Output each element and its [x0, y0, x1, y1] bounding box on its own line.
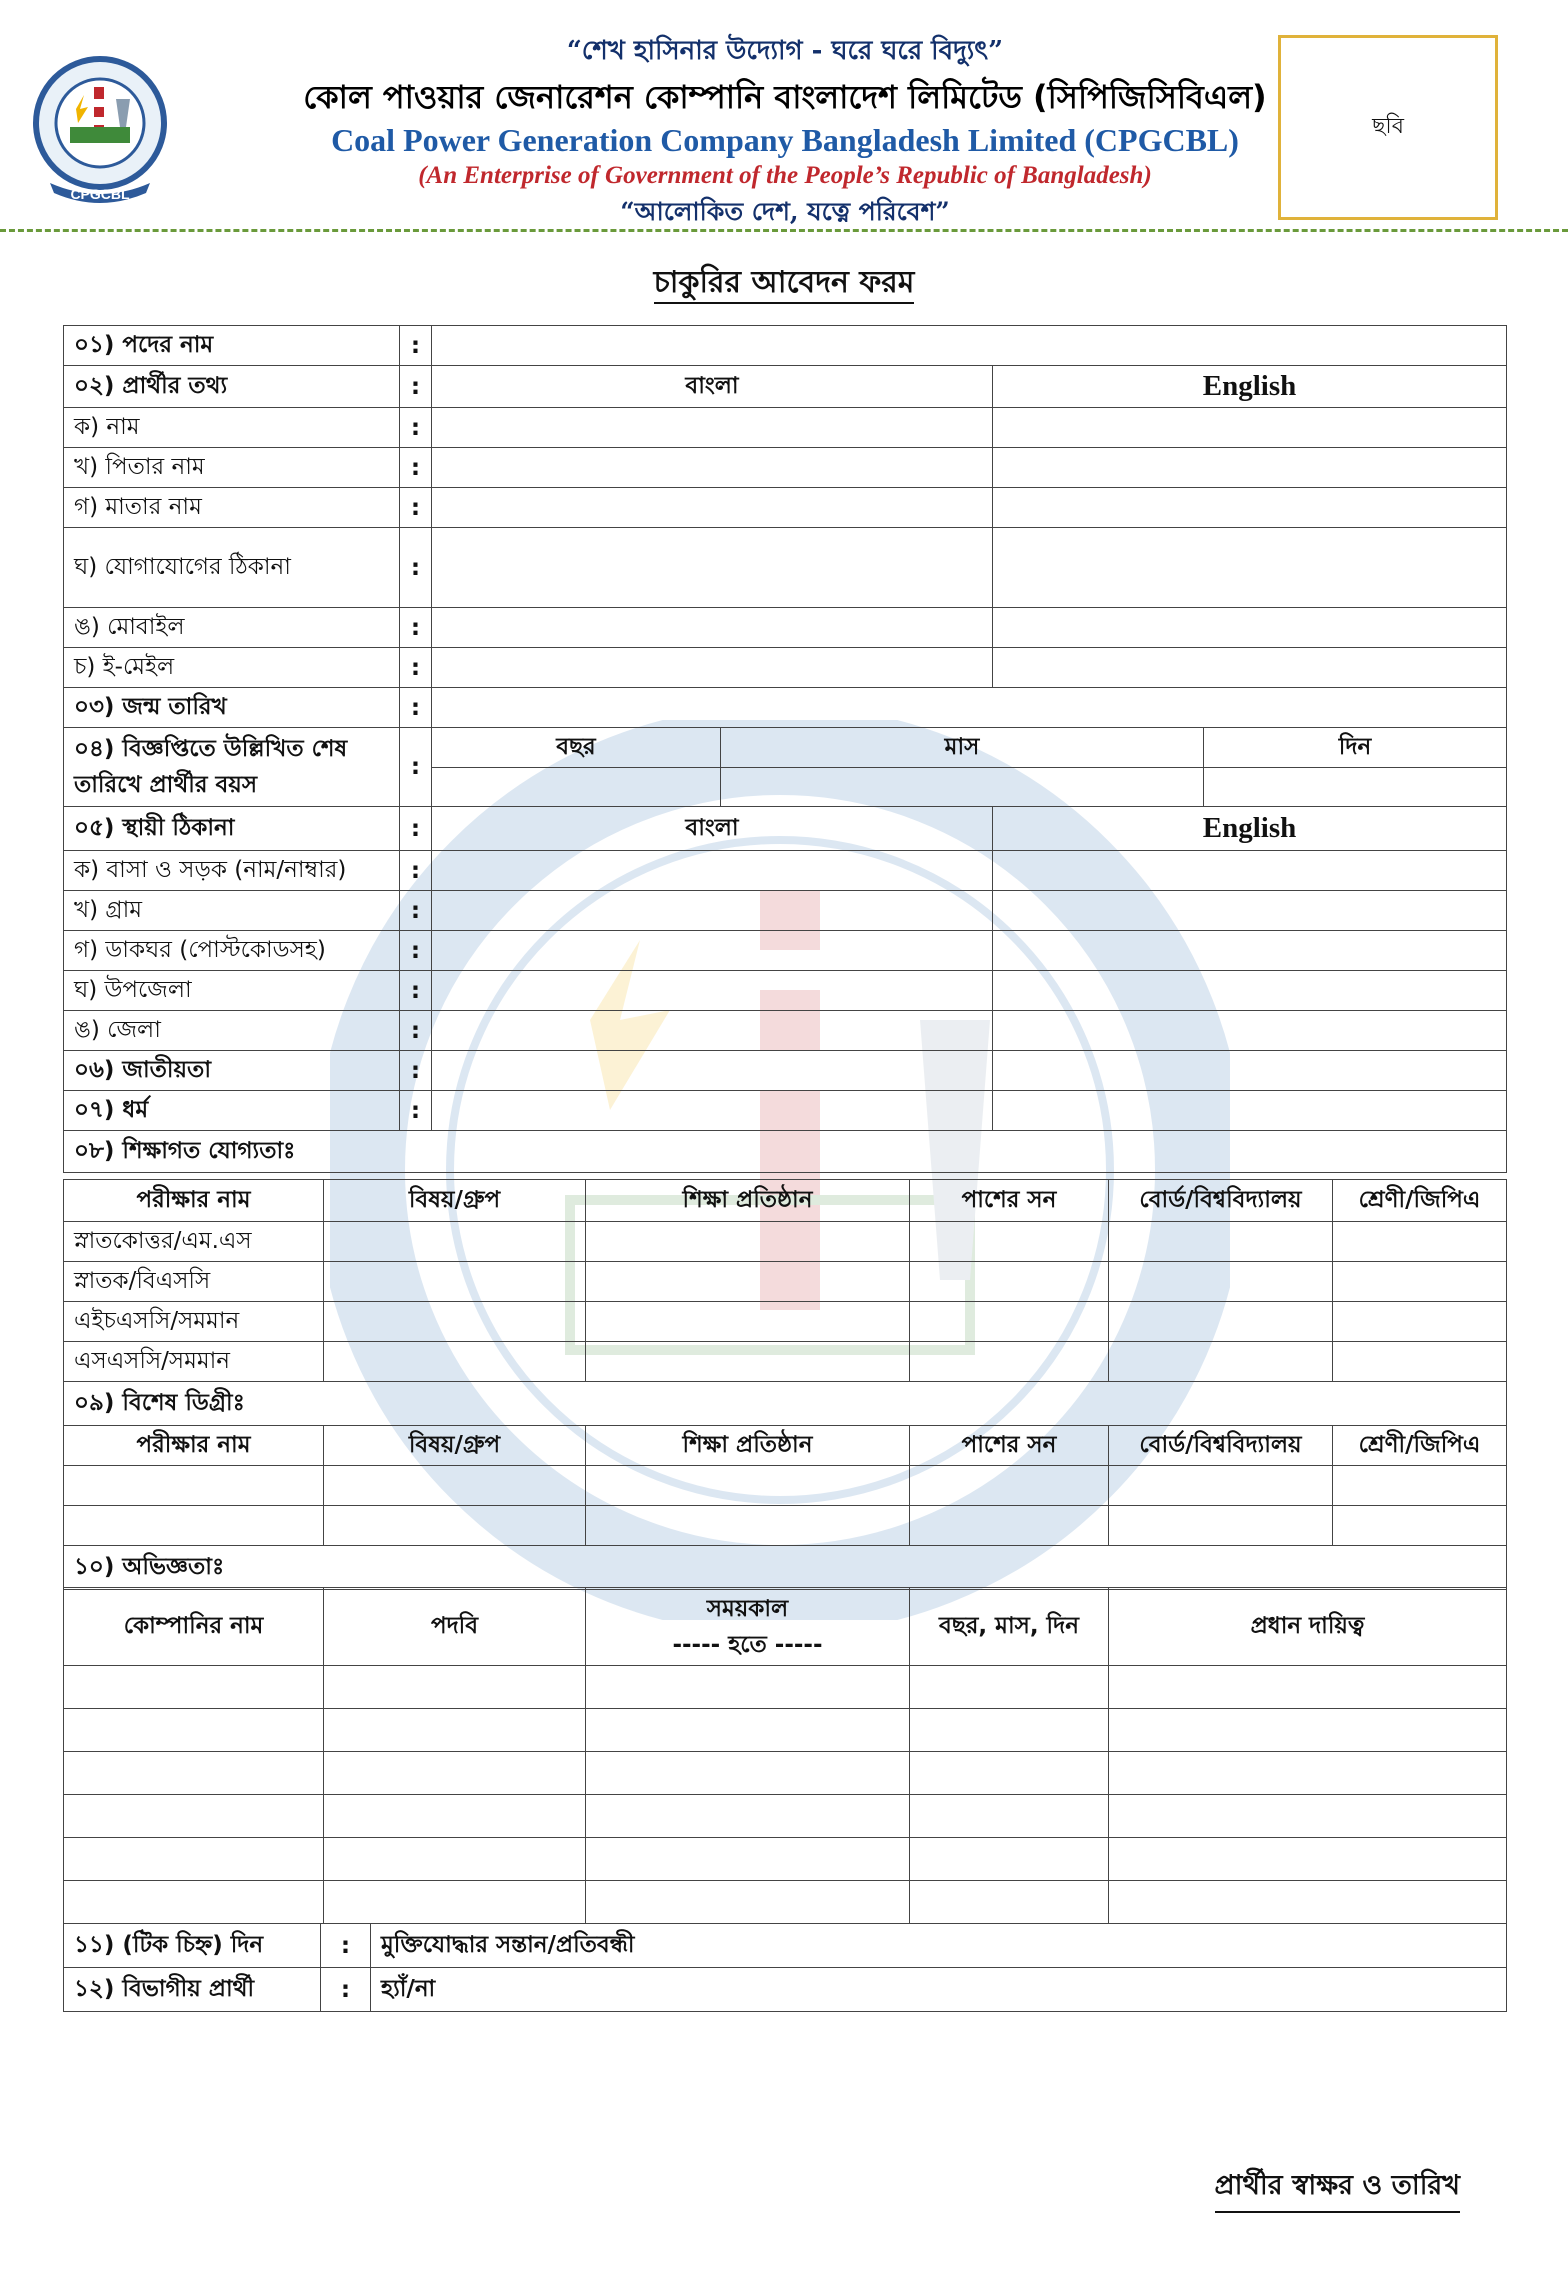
photo-label: ছবি	[1372, 114, 1404, 139]
exp-cell[interactable]	[1109, 1881, 1507, 1924]
table-row	[64, 1011, 1507, 1051]
edu-cell[interactable]	[324, 1222, 586, 1262]
exp-header-period	[586, 1588, 910, 1666]
exp-cell[interactable]	[1109, 1666, 1507, 1709]
post-name-label: ০১) পদের নাম	[64, 326, 400, 366]
edu-cell[interactable]	[586, 1302, 910, 1342]
colon: :	[400, 448, 432, 488]
village-bangla-field[interactable]	[432, 891, 993, 931]
district-bangla-field[interactable]	[432, 1011, 993, 1051]
exp-cell[interactable]	[910, 1666, 1109, 1709]
sd-cell[interactable]	[586, 1466, 910, 1506]
exp-cell[interactable]	[324, 1795, 586, 1838]
edu-cell[interactable]	[324, 1302, 586, 1342]
exp-cell[interactable]	[1109, 1709, 1507, 1752]
table-row	[64, 1666, 1507, 1709]
sd-header-year: পাশের সন	[910, 1426, 1109, 1466]
exp-cell[interactable]	[64, 1709, 324, 1752]
email-bangla-field[interactable]	[432, 648, 993, 688]
exp-cell[interactable]	[324, 1666, 586, 1709]
colon: :	[400, 1091, 432, 1131]
exp-cell[interactable]	[586, 1709, 910, 1752]
nationality-english-field[interactable]	[993, 1051, 1507, 1091]
age-day-field[interactable]	[1204, 768, 1507, 807]
col-bangla: বাংলা	[432, 366, 993, 408]
mother-english-field[interactable]	[993, 488, 1507, 528]
edu-header-subject: বিষয়/গ্রুপ	[324, 1180, 586, 1222]
experience-table	[63, 1587, 1507, 1924]
photo-box[interactable]	[1278, 35, 1498, 220]
colon: :	[400, 326, 432, 366]
email-english-field[interactable]	[993, 648, 1507, 688]
edu-cell[interactable]	[910, 1262, 1109, 1302]
mobile-label: ঙ) মোবাইল	[64, 608, 400, 648]
table-row	[64, 326, 1507, 366]
edu-cell[interactable]	[910, 1222, 1109, 1262]
table-row	[64, 1302, 1507, 1342]
exp-cell[interactable]	[586, 1752, 910, 1795]
colon: :	[400, 1011, 432, 1051]
exp-cell[interactable]	[1109, 1752, 1507, 1795]
table-row	[64, 366, 1507, 408]
edu-header-board: বোর্ড/বিশ্ববিদ্যালয়	[1109, 1180, 1333, 1222]
edu-header-exam: পরীক্ষার নাম	[64, 1180, 324, 1222]
header-divider	[0, 229, 1568, 232]
table-row	[64, 1342, 1507, 1382]
religion-english-field[interactable]	[993, 1091, 1507, 1131]
exp-cell[interactable]	[586, 1838, 910, 1881]
colon: :	[400, 366, 432, 408]
departmental-label: ১২) বিভাগীয় প্রার্থী	[64, 1968, 321, 2012]
house-road-english-field[interactable]	[993, 851, 1507, 891]
colon: :	[400, 728, 432, 807]
father-english-field[interactable]	[993, 448, 1507, 488]
age-month-field[interactable]	[721, 768, 1204, 807]
edu-cell[interactable]	[910, 1342, 1109, 1382]
signature-label: প্রার্থীর স্বাক্ষর ও তারিখ	[1215, 2165, 1461, 2213]
sd-cell[interactable]	[64, 1466, 324, 1506]
edu-cell[interactable]	[1333, 1302, 1507, 1342]
post-name-field[interactable]	[432, 326, 1507, 366]
colon: :	[400, 931, 432, 971]
address-english-field[interactable]	[993, 528, 1507, 608]
exp-header-duration: বছর, মাস, দিন	[910, 1588, 1109, 1666]
table-row	[64, 807, 1507, 851]
slogan-top: “শেখ হাসিনার উদ্যোগ - ঘরে ঘরে বিদ্যুৎ”	[566, 36, 1004, 66]
religion-bangla-field[interactable]	[432, 1091, 993, 1131]
table-row	[64, 851, 1507, 891]
exp-cell[interactable]	[64, 1838, 324, 1881]
personal-info-table	[63, 325, 1507, 1173]
experience-title: ১০) অভিজ্ঞতাঃ	[64, 1546, 1507, 1590]
slogan-bottom: “আলোকিত দেশ, যত্নে পরিবেশ”	[620, 197, 950, 226]
form-title: চাকুরির আবেদন ফরম	[0, 258, 1568, 309]
edu-row-label: স্নাতক/বিএসসি	[64, 1262, 324, 1302]
mother-bangla-field[interactable]	[432, 488, 993, 528]
edu-cell[interactable]	[1333, 1342, 1507, 1382]
sd-cell[interactable]	[910, 1466, 1109, 1506]
edu-cell[interactable]	[586, 1262, 910, 1302]
tick-label: ১১) (টিক চিহ্ন) দিন	[64, 1924, 321, 1968]
applicant-info-label: ০২) প্রার্থীর তথ্য	[64, 366, 400, 408]
nationality-label: ০৬) জাতীয়তা	[64, 1051, 400, 1091]
name-bangla-field[interactable]	[432, 408, 993, 448]
colon: :	[400, 807, 432, 851]
table-row	[64, 1382, 1507, 1426]
sd-cell[interactable]	[324, 1506, 586, 1546]
exp-cell[interactable]	[910, 1838, 1109, 1881]
religion-label: ০৭) ধর্ম	[64, 1091, 400, 1131]
exp-cell[interactable]	[324, 1838, 586, 1881]
father-label: খ) পিতার নাম	[64, 448, 400, 488]
exp-cell[interactable]	[586, 1666, 910, 1709]
exp-cell[interactable]	[64, 1795, 324, 1838]
exp-header-responsibility: প্রধান দায়িত্ব	[1109, 1588, 1507, 1666]
colon: :	[321, 1968, 371, 2012]
age-label: ০৪) বিজ্ঞপ্তিতে উল্লিখিত শেষ তারিখে প্রার্থীর বয়স	[64, 728, 400, 807]
edu-cell[interactable]	[586, 1222, 910, 1262]
sd-header-exam: পরীক্ষার নাম	[64, 1426, 324, 1466]
sd-cell[interactable]	[1109, 1506, 1333, 1546]
father-bangla-field[interactable]	[432, 448, 993, 488]
mobile-english-field[interactable]	[993, 608, 1507, 648]
company-name-english: Coal Power Generation Company Bangladesh Limited (CPGCBL)	[331, 122, 1239, 158]
table-row	[64, 1795, 1507, 1838]
table-row	[64, 688, 1507, 728]
edu-header-institution: শিক্ষা প্রতিষ্ঠান	[586, 1180, 910, 1222]
permanent-address-label: ০৫) স্থায়ী ঠিকানা	[64, 807, 400, 851]
colon: :	[321, 1924, 371, 1968]
table-row	[64, 408, 1507, 448]
edu-row-label: এসএসসি/সমমান	[64, 1342, 324, 1382]
exp-cell[interactable]	[1109, 1795, 1507, 1838]
dob-field[interactable]	[432, 688, 1507, 728]
nationality-bangla-field[interactable]	[432, 1051, 993, 1091]
exp-header-designation: পদবি	[324, 1588, 586, 1666]
village-label: খ) গ্রাম	[64, 891, 400, 931]
edu-header-grade: শ্রেণী/জিপিএ	[1333, 1180, 1507, 1222]
upazila-label: ঘ) উপজেলা	[64, 971, 400, 1011]
enterprise-line: (An Enterprise of Government of the People’s Republic of Bangladesh)	[418, 162, 1152, 189]
table-row	[64, 1881, 1507, 1924]
exp-header-company: কোম্পানির নাম	[64, 1588, 324, 1666]
exp-period-sub: ----- হতে -----	[672, 1631, 823, 1658]
table-row	[64, 931, 1507, 971]
exp-cell[interactable]	[64, 1881, 324, 1924]
sd-cell[interactable]	[64, 1506, 324, 1546]
colon: :	[400, 891, 432, 931]
village-english-field[interactable]	[993, 891, 1507, 931]
sd-cell[interactable]	[910, 1506, 1109, 1546]
table-row	[64, 1091, 1507, 1131]
name-label: ক) নাম	[64, 408, 400, 448]
address-bangla-field[interactable]	[432, 528, 993, 608]
upazila-bangla-field[interactable]	[432, 971, 993, 1011]
edu-cell[interactable]	[910, 1302, 1109, 1342]
exp-cell[interactable]	[910, 1795, 1109, 1838]
exp-cell[interactable]	[324, 1752, 586, 1795]
sd-cell[interactable]	[1333, 1506, 1507, 1546]
edu-cell[interactable]	[1109, 1222, 1333, 1262]
exp-cell[interactable]	[910, 1881, 1109, 1924]
age-day-header: দিন	[1204, 728, 1507, 768]
table-row	[64, 891, 1507, 931]
exp-period-label: সময়কাল	[706, 1595, 789, 1622]
address-label: ঘ) যোগাযোগের ঠিকানা	[64, 528, 400, 608]
education-table	[63, 1179, 1507, 1590]
colon: :	[400, 1051, 432, 1091]
colon: :	[400, 408, 432, 448]
table-row	[64, 1752, 1507, 1795]
colon: :	[400, 528, 432, 608]
edu-header-year: পাশের সন	[910, 1180, 1109, 1222]
exp-cell[interactable]	[64, 1666, 324, 1709]
edu-cell[interactable]	[1109, 1302, 1333, 1342]
special-degree-title: ০৯) বিশেষ ডিগ্রীঃ	[64, 1382, 1507, 1426]
colon: :	[400, 851, 432, 891]
col-english: English	[993, 807, 1507, 851]
sd-header-grade: শ্রেণী/জিপিএ	[1333, 1426, 1507, 1466]
sd-cell[interactable]	[586, 1506, 910, 1546]
table-row	[64, 1924, 1507, 1968]
edu-row-label: স্নাতকোত্তর/এম.এস	[64, 1222, 324, 1262]
edu-cell[interactable]	[324, 1262, 586, 1302]
table-row	[64, 528, 1507, 608]
colon: :	[400, 688, 432, 728]
table-row	[64, 1709, 1507, 1752]
edu-row-label: এইচএসসি/সমমান	[64, 1302, 324, 1342]
table-row	[64, 1180, 1507, 1222]
table-row	[64, 488, 1507, 528]
sd-cell[interactable]	[1333, 1466, 1507, 1506]
edu-cell[interactable]	[324, 1342, 586, 1382]
table-row	[64, 1968, 1507, 2012]
post-office-bangla-field[interactable]	[432, 931, 993, 971]
education-section-title: ০৮) শিক্ষাগত যোগ্যতাঃ	[64, 1131, 1507, 1173]
sd-header-board: বোর্ড/বিশ্ববিদ্যালয়	[1109, 1426, 1333, 1466]
logo-text: CPGCBL	[70, 186, 130, 202]
colon: :	[400, 971, 432, 1011]
exp-cell[interactable]	[586, 1881, 910, 1924]
company-name-bangla: কোল পাওয়ার জেনারেশন কোম্পানি বাংলাদেশ লিমিটেড (সিপিজিসিবিএল)	[303, 78, 1267, 116]
colon: :	[400, 488, 432, 528]
district-english-field[interactable]	[993, 1011, 1507, 1051]
post-office-label: গ) ডাকঘর (পোস্টকোডসহ)	[64, 931, 400, 971]
house-road-label: ক) বাসা ও সড়ক (নাম/নাম্বার)	[64, 851, 400, 891]
departmental-option[interactable]: হ্যাঁ/না	[371, 1968, 1507, 2012]
exp-cell[interactable]	[910, 1709, 1109, 1752]
colon: :	[400, 608, 432, 648]
sd-cell[interactable]	[1109, 1466, 1333, 1506]
table-row	[64, 728, 1507, 768]
sd-header-institution: শিক্ষা প্রতিষ্ঠান	[586, 1426, 910, 1466]
col-bangla: বাংলা	[432, 807, 993, 851]
edu-cell[interactable]	[1333, 1262, 1507, 1302]
table-row	[64, 608, 1507, 648]
district-label: ঙ) জেলা	[64, 1011, 400, 1051]
table-row	[64, 648, 1507, 688]
sd-header-subject: বিষয়/গ্রুপ	[324, 1426, 586, 1466]
exp-cell[interactable]	[910, 1752, 1109, 1795]
table-row	[64, 448, 1507, 488]
exp-cell[interactable]	[1109, 1838, 1507, 1881]
upazila-english-field[interactable]	[993, 971, 1507, 1011]
exp-cell[interactable]	[586, 1795, 910, 1838]
col-english: English	[993, 366, 1507, 408]
age-year-header: বছর	[432, 728, 721, 768]
edu-cell[interactable]	[1109, 1342, 1333, 1382]
exp-cell[interactable]	[324, 1881, 586, 1924]
mother-label: গ) মাতার নাম	[64, 488, 400, 528]
age-month-header: মাস	[721, 728, 1204, 768]
sd-cell[interactable]	[324, 1466, 586, 1506]
table-row	[64, 1546, 1507, 1590]
exp-cell[interactable]	[324, 1709, 586, 1752]
name-english-field[interactable]	[993, 408, 1507, 448]
edu-cell[interactable]	[1333, 1222, 1507, 1262]
table-row	[64, 1426, 1507, 1466]
colon: :	[400, 648, 432, 688]
post-office-english-field[interactable]	[993, 931, 1507, 971]
table-row	[64, 1051, 1507, 1091]
tick-option[interactable]: মুক্তিযোদ্ধার সন্তান/প্রতিবন্ধী	[371, 1924, 1507, 1968]
table-row	[64, 1131, 1507, 1173]
table-row	[64, 1466, 1507, 1506]
exp-cell[interactable]	[64, 1752, 324, 1795]
table-row	[64, 1506, 1507, 1546]
edu-cell[interactable]	[586, 1342, 910, 1382]
email-label: চ) ই-মেইল	[64, 648, 400, 688]
mobile-bangla-field[interactable]	[432, 608, 993, 648]
age-year-field[interactable]	[432, 768, 721, 807]
house-road-bangla-field[interactable]	[432, 851, 993, 891]
table-row	[64, 1222, 1507, 1262]
company-logo	[30, 55, 170, 205]
table-row	[64, 1588, 1507, 1666]
declaration-table	[63, 1923, 1507, 2012]
table-row	[64, 971, 1507, 1011]
table-row	[64, 1262, 1507, 1302]
table-row	[64, 1838, 1507, 1881]
edu-cell[interactable]	[1109, 1262, 1333, 1302]
dob-label: ০৩) জন্ম তারিখ	[64, 688, 400, 728]
